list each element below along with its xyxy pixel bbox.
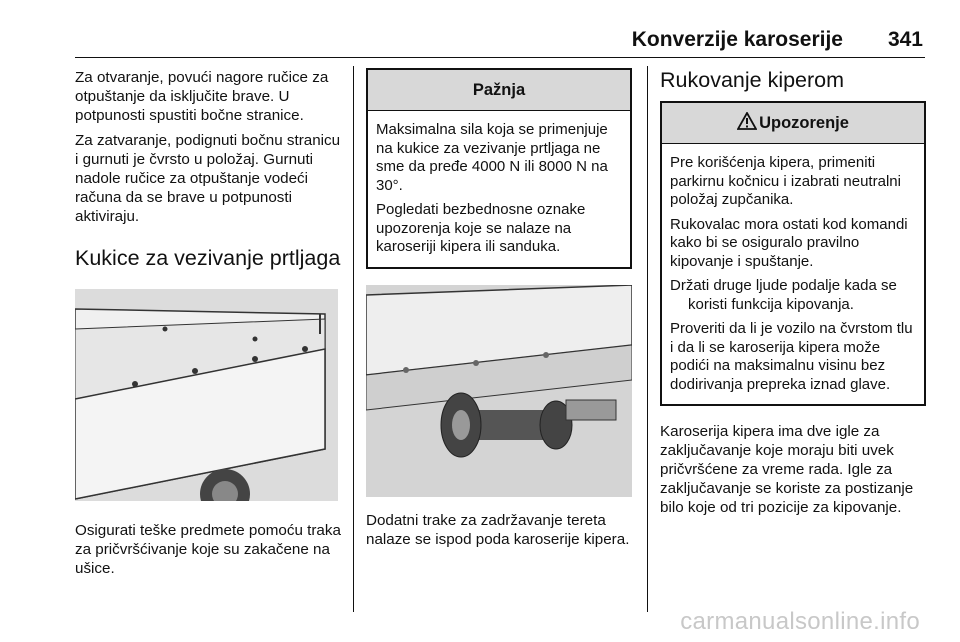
warning-header <box>662 103 924 144</box>
notice-title: Pažnja <box>368 70 630 111</box>
figure-caption: Osigurati teške predmete pomoću traka za pričvršćivanje koje su zakačene na ušice. <box>75 522 341 577</box>
column-2 <box>366 68 632 555</box>
column-3 <box>660 68 926 523</box>
page-header <box>75 24 925 52</box>
section-heading: Kukice za vezivanje prtljaga <box>75 246 341 270</box>
tipper-underbody-illustration <box>366 285 632 497</box>
paragraph: Za zatvaranje, podignuti bočnu stranicu i gurnuti je čvrsto u položaj. Gurnuti nadole ručice za otpuštanje vodeći računa da se brave u potpunosti aktiviraju. <box>75 132 341 225</box>
paragraph: Karoserija kipera ima dve igle za zaključavanje koje moraju biti uvek pričvršćene za vreme rada. Igle za zaključavanje se koriste za postizanje bilo koje od tri pozicije za kipovanje. <box>660 423 914 516</box>
page-number: 341 <box>887 28 923 51</box>
warning-item: Proveriti da li je vozilo na čvrstom tlu i da li se karoserija kipera može podići na maksimalnu visinu bez dodirivanja prepreka iznad glave. <box>670 320 913 393</box>
warning-item: Rukovalac mora ostati kod komandi kako bi se osiguralo pravilno kipovanje i spuštanje. <box>670 215 908 270</box>
section-heading: Rukovanje kiperom <box>660 68 845 92</box>
warning-item: Držati druge ljude podalje kada se koristi funkcija kipovanja. <box>670 277 897 313</box>
warning-box <box>660 101 926 406</box>
tie-down-hooks-illustration <box>75 289 338 501</box>
watermark: carmanualsonline.info <box>680 608 920 635</box>
figure-caption: Dodatni trake za zadržavanje tereta nalaze se ispod poda karoserije kipera. <box>366 511 630 548</box>
column-divider <box>353 66 354 612</box>
header-rule <box>75 57 925 59</box>
page-title: Konverzije karoserije <box>631 28 843 51</box>
paragraph: Za otvaranje, povući nagore ručice za otpuštanje da isključite brave. U potpunosti spustiti bočne stranice. <box>75 69 329 124</box>
warning-item: Pre korišćenja kipera, primeniti parkirnu kočnicu i izabrati neutralni položaj zupčanika. <box>670 154 901 208</box>
notice-text: Maksimalna sila koja se primenjuje na kukice za vezivanje prtljaga ne sme da pređe 4000 N ili 8000 N na 30°. <box>376 121 608 194</box>
warning-title: Upozorenje <box>759 114 849 132</box>
column-1 <box>75 68 343 584</box>
warning-triangle-icon <box>737 105 757 123</box>
column-divider <box>647 66 648 612</box>
notice-text: Pogledati bezbednosne oznake upozorenja koje se nalaze na karoseriji kipera ili sanduka. <box>376 201 586 255</box>
notice-box <box>366 68 632 269</box>
